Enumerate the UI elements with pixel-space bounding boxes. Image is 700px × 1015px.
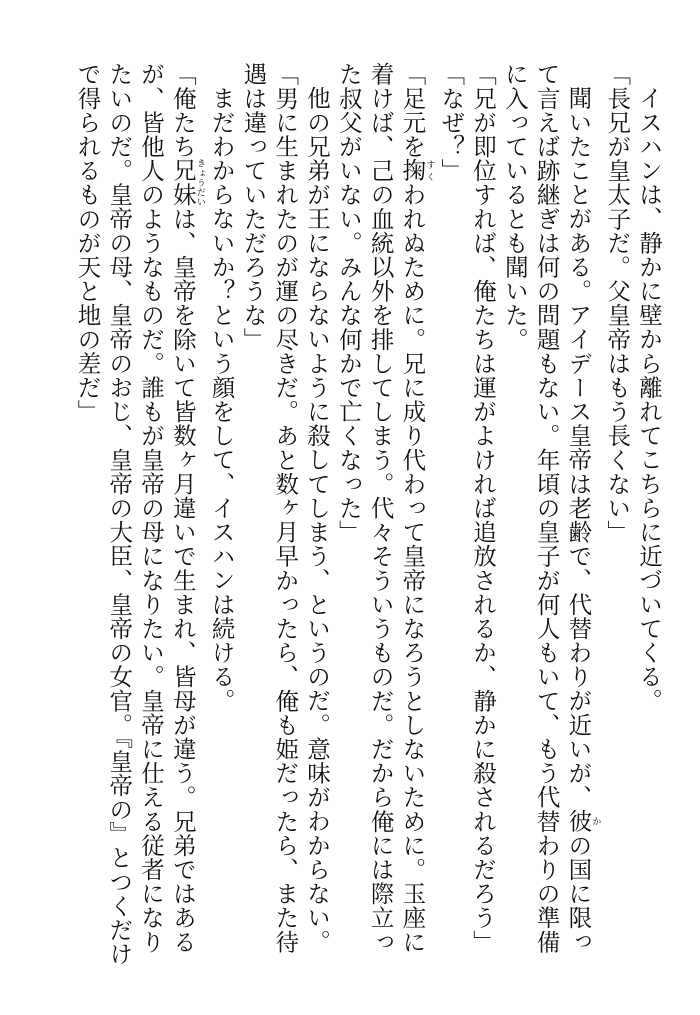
paragraph (71, 62, 205, 967)
text-run: まだわからないか？という顔をして、イスハンは続ける。 (207, 85, 236, 713)
text-run: イスハンは、静かに壁から離れてこちらに近づいてくる。 (635, 85, 663, 713)
paragraph (498, 62, 600, 967)
text-run: 「なぜ？」 (437, 62, 466, 183)
ruby-base: 掬 (398, 158, 427, 183)
ruby-annotated-word (564, 808, 601, 833)
text-run: 「兄が即位すれば、俺たちは運がよければ追放されるか、静かに殺されるだろう」 (469, 62, 498, 954)
vertical-text-body (24, 62, 664, 967)
ruby-base: 兄妹 (168, 158, 197, 207)
text-run: 「長兄が皇太子だ。父皇帝はもう長くない」 (603, 62, 632, 544)
paragraph (332, 62, 434, 967)
text-run: 「男に生まれたのが運の尽きだ。あと数ヶ月早かったら、俺も姫だったら、また待遇は違っていただろうな」 (239, 62, 300, 954)
paragraph (632, 62, 664, 967)
paragraph (434, 62, 466, 967)
paragraph (237, 62, 301, 967)
text-run: 聞いたことがある。アイデース皇帝は老齢で、代替わりが近いが、 (564, 85, 593, 809)
text-run: 「足元を (398, 62, 427, 159)
text-run: 他の兄弟が王にならないように殺してしまう、というのだ。意味がわからない。 (303, 85, 332, 954)
paragraph (205, 62, 237, 967)
paragraph (466, 62, 498, 967)
furigana: すく (424, 158, 435, 183)
furigana: か (590, 808, 601, 833)
ruby-annotated-word (398, 158, 435, 183)
furigana: きょうだい (194, 158, 205, 207)
text-run: われぬために。兄に成り代わって皇帝になろうとしないために。玉座に着けば、己の血統以外を排してしまう。代々そういうものだ。だから俺には際立った叔父がいない。みんな何かで亡くなった」 (334, 62, 427, 954)
paragraph (600, 62, 632, 967)
text-run: 「俺たち (168, 62, 197, 159)
paragraph (300, 62, 332, 967)
text-run: は、皇帝を除いて皆数ヶ月違いで生まれ、皆母が違う。兄弟ではあるが、皆他人のようなものだ。誰もが皇帝の母になりたい。皇帝に仕える従者になりたいのだ。皇帝の母、皇帝のおじ、皇帝の大臣、皇帝の女官。『皇帝の』とつくだけで得られるものが天と地の差だ」 (73, 62, 197, 967)
ruby-annotated-word (168, 158, 205, 207)
ruby-base: 彼 (564, 808, 593, 833)
text-run: の国に限って言えば跡継ぎは何の問題もない。年頃の皇子が何人もいて、もう代替わりの準備に入っているとも聞いた。 (500, 62, 593, 954)
